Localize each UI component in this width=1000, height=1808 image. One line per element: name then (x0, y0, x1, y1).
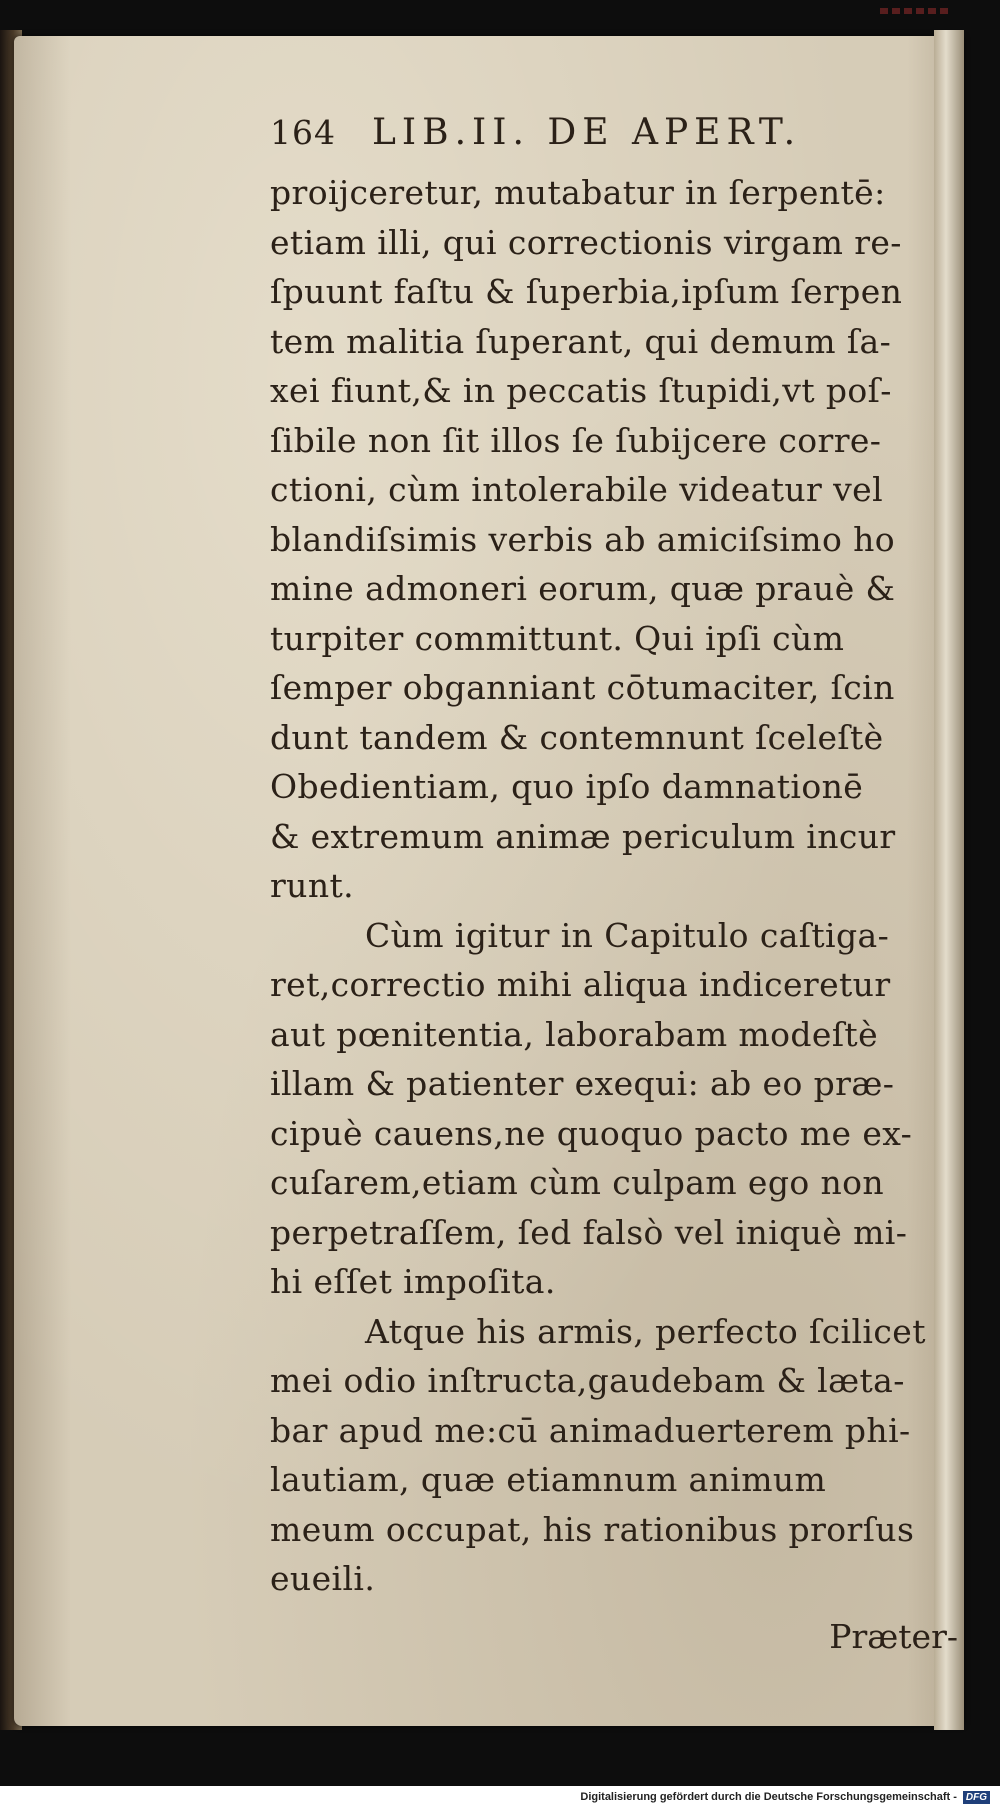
page-number: 164 (270, 113, 336, 152)
text-line: tem malitia ſuperant, qui demum ſa- (270, 321, 892, 361)
text-line: eueili. (270, 1559, 376, 1598)
text-line: bar apud me:cū animaduerterem phi- (270, 1410, 911, 1450)
text-line: illam & patienter exequi: ab eo præ- (270, 1064, 895, 1103)
text-line: etiam illi, qui correctionis virgam re- (270, 222, 902, 262)
text-line: aut pœnitentia, laborabam modeſtè (270, 1014, 879, 1054)
text-line: ſemper obganniant cōtumaciter, ſcin (270, 668, 895, 707)
paragraph-start: Cùm igitur in Capitulo caſtiga- (365, 915, 890, 955)
running-head: LIB.II. DE APERT. (372, 112, 802, 153)
text-line: mei odio inſtructa,gaudebam & læta- (270, 1361, 905, 1400)
text-line: perpetraſſem, ſed falsò vel iniquè mi- (270, 1212, 908, 1252)
text-line: ret,correctio mihi aliqua indiceretur (270, 965, 891, 1004)
text-line: xei fiunt,& in peccatis ſtupidi,vt poſ- (270, 371, 892, 410)
text-line: runt. (270, 866, 355, 905)
text-line: dunt tandem & contemnunt ſceleſtè (270, 717, 884, 757)
text-line: ſibile non ſit illos ſe ſubijcere corre- (270, 420, 882, 460)
page-header (270, 112, 960, 166)
text-line: mine admoneri eorum, quæ prauè & (270, 569, 896, 608)
paragraph-start: Atque his armis, perfecto ſcilicet (365, 1311, 926, 1351)
funding-credit: Digitalisierung gefördert durch die Deutsche Forschungsgemeinschaft - (580, 1791, 957, 1803)
catchword: Præter- (829, 1616, 958, 1656)
text-line: turpiter committunt. Qui ipſi cùm (270, 618, 845, 658)
text-line: meum occupat, his rationibus prorſus (270, 1509, 915, 1549)
text-line: & extremum animæ periculum incur (270, 816, 896, 856)
text-line: cipuè cauens,ne quoquo pacto me ex- (270, 1113, 913, 1153)
text-line: hi eſſet impoſita. (270, 1262, 556, 1301)
text-line: cuſarem,etiam cùm culpam ego non (270, 1163, 885, 1202)
ruler-mark (880, 8, 950, 14)
footer-credit-bar (0, 1786, 1000, 1808)
text-line: Obedientiam, quo ipſo damnationē (270, 767, 864, 806)
page-text (270, 112, 960, 1661)
text-line: ſpuunt faſtu & ſuperbia,ipſum ſerpen (270, 272, 903, 311)
text-line: lautiam, quæ etiamnum animum (270, 1460, 827, 1499)
dfg-logo-icon: DFG (963, 1791, 990, 1804)
text-line: ctioni, cùm intolerabile videatur vel (270, 470, 884, 509)
text-line: proijceretur, mutabatur in ſerpentē: (270, 173, 886, 212)
text-line: blandiſsimis verbis ab amiciſsimo ho (270, 519, 896, 559)
